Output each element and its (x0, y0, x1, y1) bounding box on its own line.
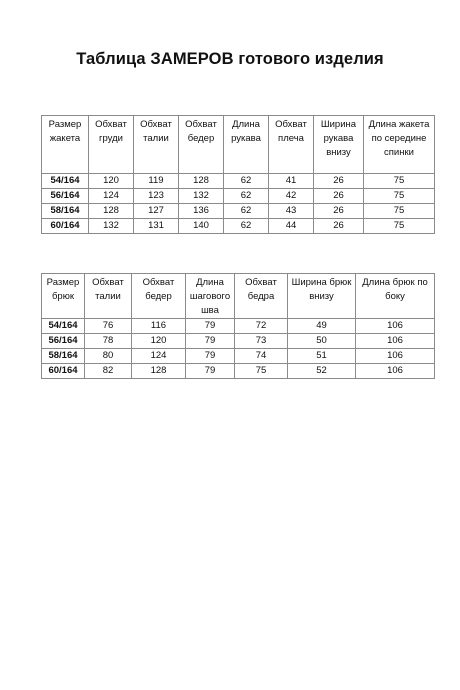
column-header: Обхват талии (134, 116, 179, 174)
column-header: Длина брюк по боку (356, 274, 435, 319)
size-cell: 56/164 (42, 189, 89, 204)
column-header: Размер брюк (42, 274, 85, 319)
table-cell: 127 (134, 204, 179, 219)
column-header: Обхват бедер (132, 274, 186, 319)
table-cell: 51 (288, 349, 356, 364)
table-row (42, 204, 435, 219)
table-row (42, 364, 435, 379)
table-cell: 73 (235, 334, 288, 349)
table-header-row (42, 274, 435, 319)
table-cell: 62 (224, 189, 269, 204)
table-cell: 116 (132, 319, 186, 334)
size-cell: 60/164 (42, 364, 85, 379)
column-header: Обхват плеча (269, 116, 314, 174)
table-cell: 106 (356, 319, 435, 334)
column-header: Обхват груди (89, 116, 134, 174)
table-cell: 49 (288, 319, 356, 334)
size-cell: 54/164 (42, 174, 89, 189)
table-cell: 128 (179, 174, 224, 189)
table-cell: 79 (186, 349, 235, 364)
table-cell: 124 (89, 189, 134, 204)
table-cell: 120 (89, 174, 134, 189)
table-cell: 131 (134, 219, 179, 234)
jacket-measurements-table (41, 115, 435, 234)
table-cell: 106 (356, 334, 435, 349)
table-row (42, 174, 435, 189)
table-cell: 79 (186, 334, 235, 349)
table-cell: 26 (314, 204, 364, 219)
table-row (42, 219, 435, 234)
table-cell: 50 (288, 334, 356, 349)
table-cell: 44 (269, 219, 314, 234)
table-cell: 78 (85, 334, 132, 349)
table-header-row (42, 116, 435, 174)
table-cell: 119 (134, 174, 179, 189)
table-cell: 120 (132, 334, 186, 349)
table-cell: 62 (224, 219, 269, 234)
table-cell: 62 (224, 204, 269, 219)
column-header: Длина рукава (224, 116, 269, 174)
table-cell: 42 (269, 189, 314, 204)
column-header: Длина жакета по середине спинки (364, 116, 435, 174)
table-cell: 62 (224, 174, 269, 189)
table-cell: 106 (356, 349, 435, 364)
column-header: Обхват талии (85, 274, 132, 319)
table-cell: 128 (89, 204, 134, 219)
table-cell: 26 (314, 219, 364, 234)
table-cell: 132 (89, 219, 134, 234)
table-cell: 75 (235, 364, 288, 379)
table-cell: 26 (314, 189, 364, 204)
size-cell: 56/164 (42, 334, 85, 349)
table-cell: 132 (179, 189, 224, 204)
table-cell: 123 (134, 189, 179, 204)
column-header: Обхват бедер (179, 116, 224, 174)
table-cell: 140 (179, 219, 224, 234)
size-cell: 60/164 (42, 219, 89, 234)
table-cell: 106 (356, 364, 435, 379)
table-cell: 52 (288, 364, 356, 379)
table-row (42, 349, 435, 364)
page-title: Таблица ЗАМЕРОВ готового изделия (76, 50, 384, 68)
table-cell: 75 (364, 204, 435, 219)
column-header: Обхват бедра (235, 274, 288, 319)
table-cell: 26 (314, 174, 364, 189)
table-cell: 79 (186, 364, 235, 379)
table-cell: 82 (85, 364, 132, 379)
table-cell: 76 (85, 319, 132, 334)
column-header: Размер жакета (42, 116, 89, 174)
column-header: Ширина брюк внизу (288, 274, 356, 319)
table-cell: 136 (179, 204, 224, 219)
table-row (42, 189, 435, 204)
table-cell: 74 (235, 349, 288, 364)
table-cell: 80 (85, 349, 132, 364)
table-row (42, 334, 435, 349)
table-cell: 75 (364, 189, 435, 204)
table-cell: 41 (269, 174, 314, 189)
table-cell: 79 (186, 319, 235, 334)
column-header: Длина шагового шва (186, 274, 235, 319)
table-cell: 124 (132, 349, 186, 364)
table-cell: 72 (235, 319, 288, 334)
size-cell: 54/164 (42, 319, 85, 334)
table-row (42, 319, 435, 334)
column-header: Ширина рукава внизу (314, 116, 364, 174)
table-cell: 75 (364, 174, 435, 189)
size-cell: 58/164 (42, 349, 85, 364)
table-cell: 43 (269, 204, 314, 219)
pants-measurements-table (41, 273, 435, 379)
table-cell: 128 (132, 364, 186, 379)
size-cell: 58/164 (42, 204, 89, 219)
table-cell: 75 (364, 219, 435, 234)
